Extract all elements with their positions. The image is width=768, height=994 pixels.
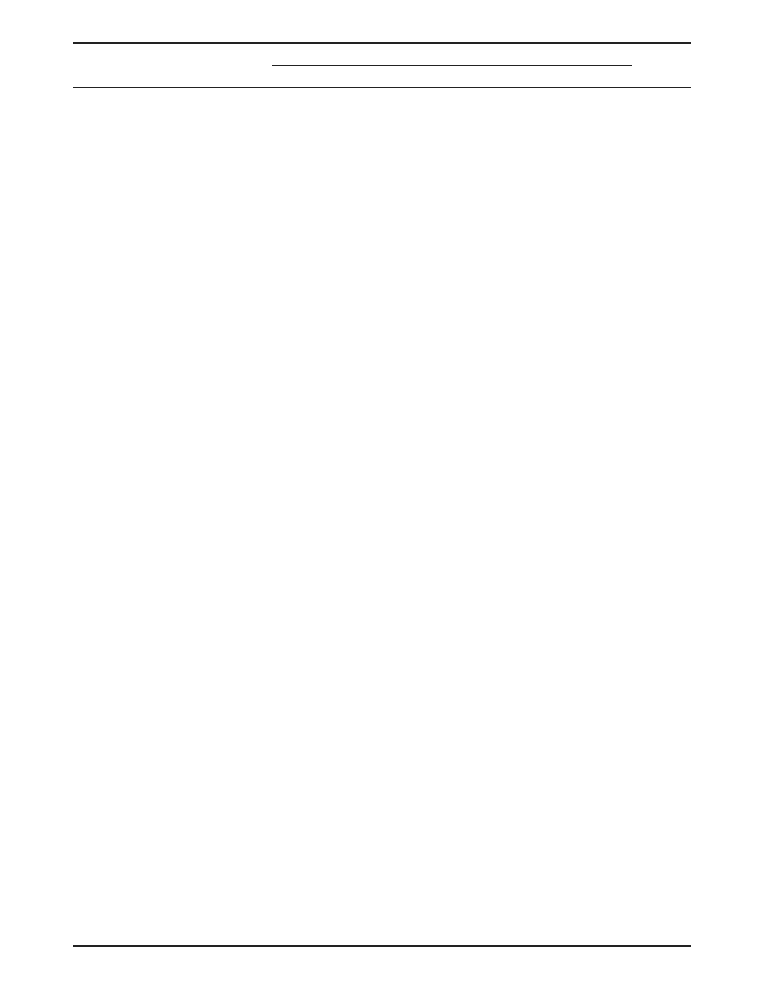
top-rule — [73, 42, 691, 44]
header-bottom-rule — [73, 87, 691, 88]
bottom-rule — [73, 945, 691, 947]
group-header-rule — [272, 65, 632, 66]
